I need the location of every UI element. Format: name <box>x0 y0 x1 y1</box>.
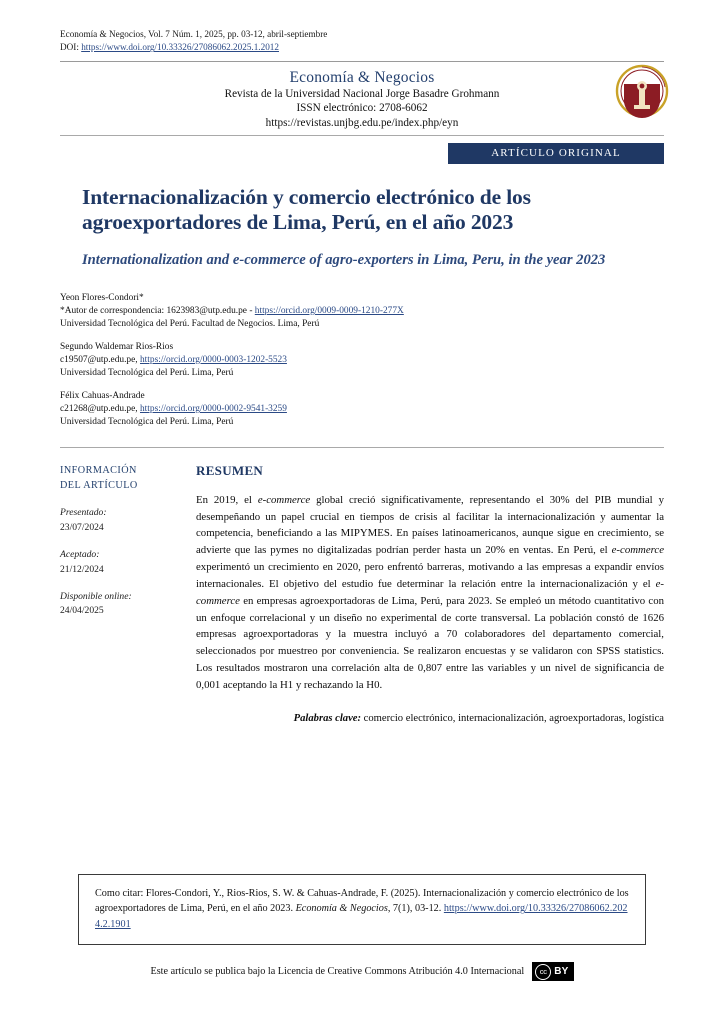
article-type-banner: ARTÍCULO ORIGINAL <box>448 143 664 164</box>
doi-label: DOI: <box>60 42 79 53</box>
author-name: Segundo Waldemar Rios-Rios <box>60 341 174 352</box>
masthead-meta <box>60 0 664 55</box>
abstract-body <box>196 492 664 694</box>
author-list <box>60 292 664 430</box>
keywords-label: Palabras clave: <box>293 712 362 724</box>
abstract-part-3: experimentó un crecimiento en 2020, pero enfrentó barreras, motivando a las empresas a expandir envíos internacionales. El objetivo del estudio fue determinar la relación entre la internacionalización y el <box>196 561 664 590</box>
author-email-text: c19507@utp.edu.pe, <box>60 355 140 366</box>
cc-by-text: BY <box>554 966 569 977</box>
submitted-date: 23/07/2024 <box>60 521 104 533</box>
journal-issn: ISSN electrónico: 2708-6062 <box>296 102 428 115</box>
author-contact <box>60 403 664 416</box>
article-info-heading-line2: DEL ARTÍCULO <box>60 480 138 492</box>
citation-part-1: Como citar: Flores-Condori, Y., Rios-Rios, S. W. & Cahuas-Andrade, F. (2025). Internacionalización y comercio electrónico de los agroexportadores de Lima, Perú, en el año 2023. <box>95 888 629 915</box>
abstract-emphasis-3: e-commerce <box>196 577 664 607</box>
banner-row <box>60 143 664 164</box>
online-group <box>60 590 178 619</box>
journal-issue-line: Economía & Negocios, Vol. 7 Núm. 1, 2025, pp. 03-12, abril-septiembre <box>60 29 328 39</box>
license-text: Este artículo se publica bajo la Licencia de Creative Commons Atribución 4.0 Internacional <box>150 966 525 977</box>
author-name: Yeon Flores-Condori* <box>60 292 144 303</box>
keywords-line <box>196 711 664 727</box>
abstract-part-1: En 2019, el <box>196 493 258 506</box>
abstract-emphasis-2: e-commerce <box>611 544 664 557</box>
article-title-spanish: Internacionalización y comercio electrónico de los agroexportadores de Lima, Perú, en el año 2023 <box>82 184 531 235</box>
doi-line <box>60 41 664 54</box>
author-entry <box>60 390 664 430</box>
abstract-part-4: en empresas agroexportadoras de Lima, Perú, para 2023. Se empleó un método cuantitativo con un enfoque correlacional y un diseño no experimental de corte transversal. La población constó de 1626 empresas agroexportadoras y la muestra incluyó a 70 colaboradores del departamento comercial, seleccionados por muestreo por conveniencia. Se realizaron encuestas y se validaron con SPSS statistics. Los resultados mostraron una correlación alta de 0,807 entre las variables y un nivel de significancia de 0,001 aceptando la H1 y rechazando la H0. <box>196 594 664 691</box>
author-entry <box>60 292 664 332</box>
citation-part-2: , 7(1), 03-12. <box>387 903 444 915</box>
abstract-part-2: global creció significativamente, representando el 30% del PIB mundial y desempeñando un papel crucial en tiempos de crisis al facilitar la internacionalización y aumentar la competencia, beneficiando a las MIPYMES. En países latinoamericanos, aunque sigue en crecimiento, se advierte que las pymes no digitalizadas podrían perder hasta un 20% en ventas. En Perú, el <box>196 493 664 557</box>
submitted-label: Presentado: <box>60 507 107 519</box>
author-affiliation: Universidad Tecnológica del Perú. Lima, Perú <box>60 417 234 428</box>
citation-journal-name: Economía & Negocios <box>295 903 388 915</box>
author-entry <box>60 341 664 381</box>
accepted-label: Aceptado: <box>60 549 100 561</box>
abstract-emphasis-1: e-commerce <box>257 493 311 506</box>
accepted-group <box>60 548 178 577</box>
online-date: 24/04/2025 <box>60 605 104 617</box>
author-orcid-link[interactable]: https://orcid.org/0009-0009-1210-277X <box>254 306 404 317</box>
author-orcid-link[interactable]: https://orcid.org/0000-0002-9541-3259 <box>139 404 287 415</box>
author-name: Félix Cahuas-Andrade <box>60 390 145 401</box>
article-title-english: Internationalization and e-commerce of agro-exporters in Lima, Peru, in the year 2023 <box>82 252 606 268</box>
author-orcid-link[interactable]: https://orcid.org/0000-0003-1202-5523 <box>139 355 287 366</box>
author-contact <box>60 305 664 318</box>
journal-website: https://revistas.unjbg.edu.pe/index.php/eyn <box>265 117 459 130</box>
citation-doi-link[interactable]: https://www.doi.org/10.33326/27086062.2024.2.1901 <box>95 903 628 930</box>
author-email-text: c21268@utp.edu.pe, <box>60 404 140 415</box>
abstract-heading: RESUMEN <box>196 462 264 478</box>
author-affiliation: Universidad Tecnológica del Perú. Lima, Perú <box>60 368 234 379</box>
author-email-text: *Autor de correspondencia: 1623983@utp.edu.pe - <box>60 306 255 317</box>
article-info-column <box>60 463 178 727</box>
cc-mark: cc <box>535 964 551 980</box>
keywords-values: comercio electrónico, internacionalización, agroexportadoras, logística <box>361 712 664 724</box>
university-crest-icon <box>614 64 670 122</box>
journal-name: Economía & Negocios <box>289 68 435 86</box>
author-contact <box>60 354 664 367</box>
how-to-cite-box <box>78 874 646 945</box>
journal-divider <box>60 135 664 136</box>
creative-commons-by-icon <box>532 962 573 981</box>
abstract-divider <box>60 447 664 448</box>
article-info-heading-line1: INFORMACIÓN <box>60 464 137 476</box>
submitted-group <box>60 506 178 535</box>
online-label: Disponible online: <box>60 590 132 602</box>
abstract-section <box>60 463 664 727</box>
journal-publisher: Revista de la Universidad Nacional Jorge Basadre Grohmann <box>224 87 500 100</box>
author-affiliation: Universidad Tecnológica del Perú. Facultad de Negocios. Lima, Perú <box>60 319 320 330</box>
abstract-column <box>178 463 664 727</box>
accepted-date: 21/12/2024 <box>60 563 104 575</box>
doi-link[interactable]: https://www.doi.org/10.33326/27086062.2025.1.2012 <box>81 42 279 53</box>
journal-header <box>60 62 664 135</box>
license-footer <box>60 962 664 981</box>
